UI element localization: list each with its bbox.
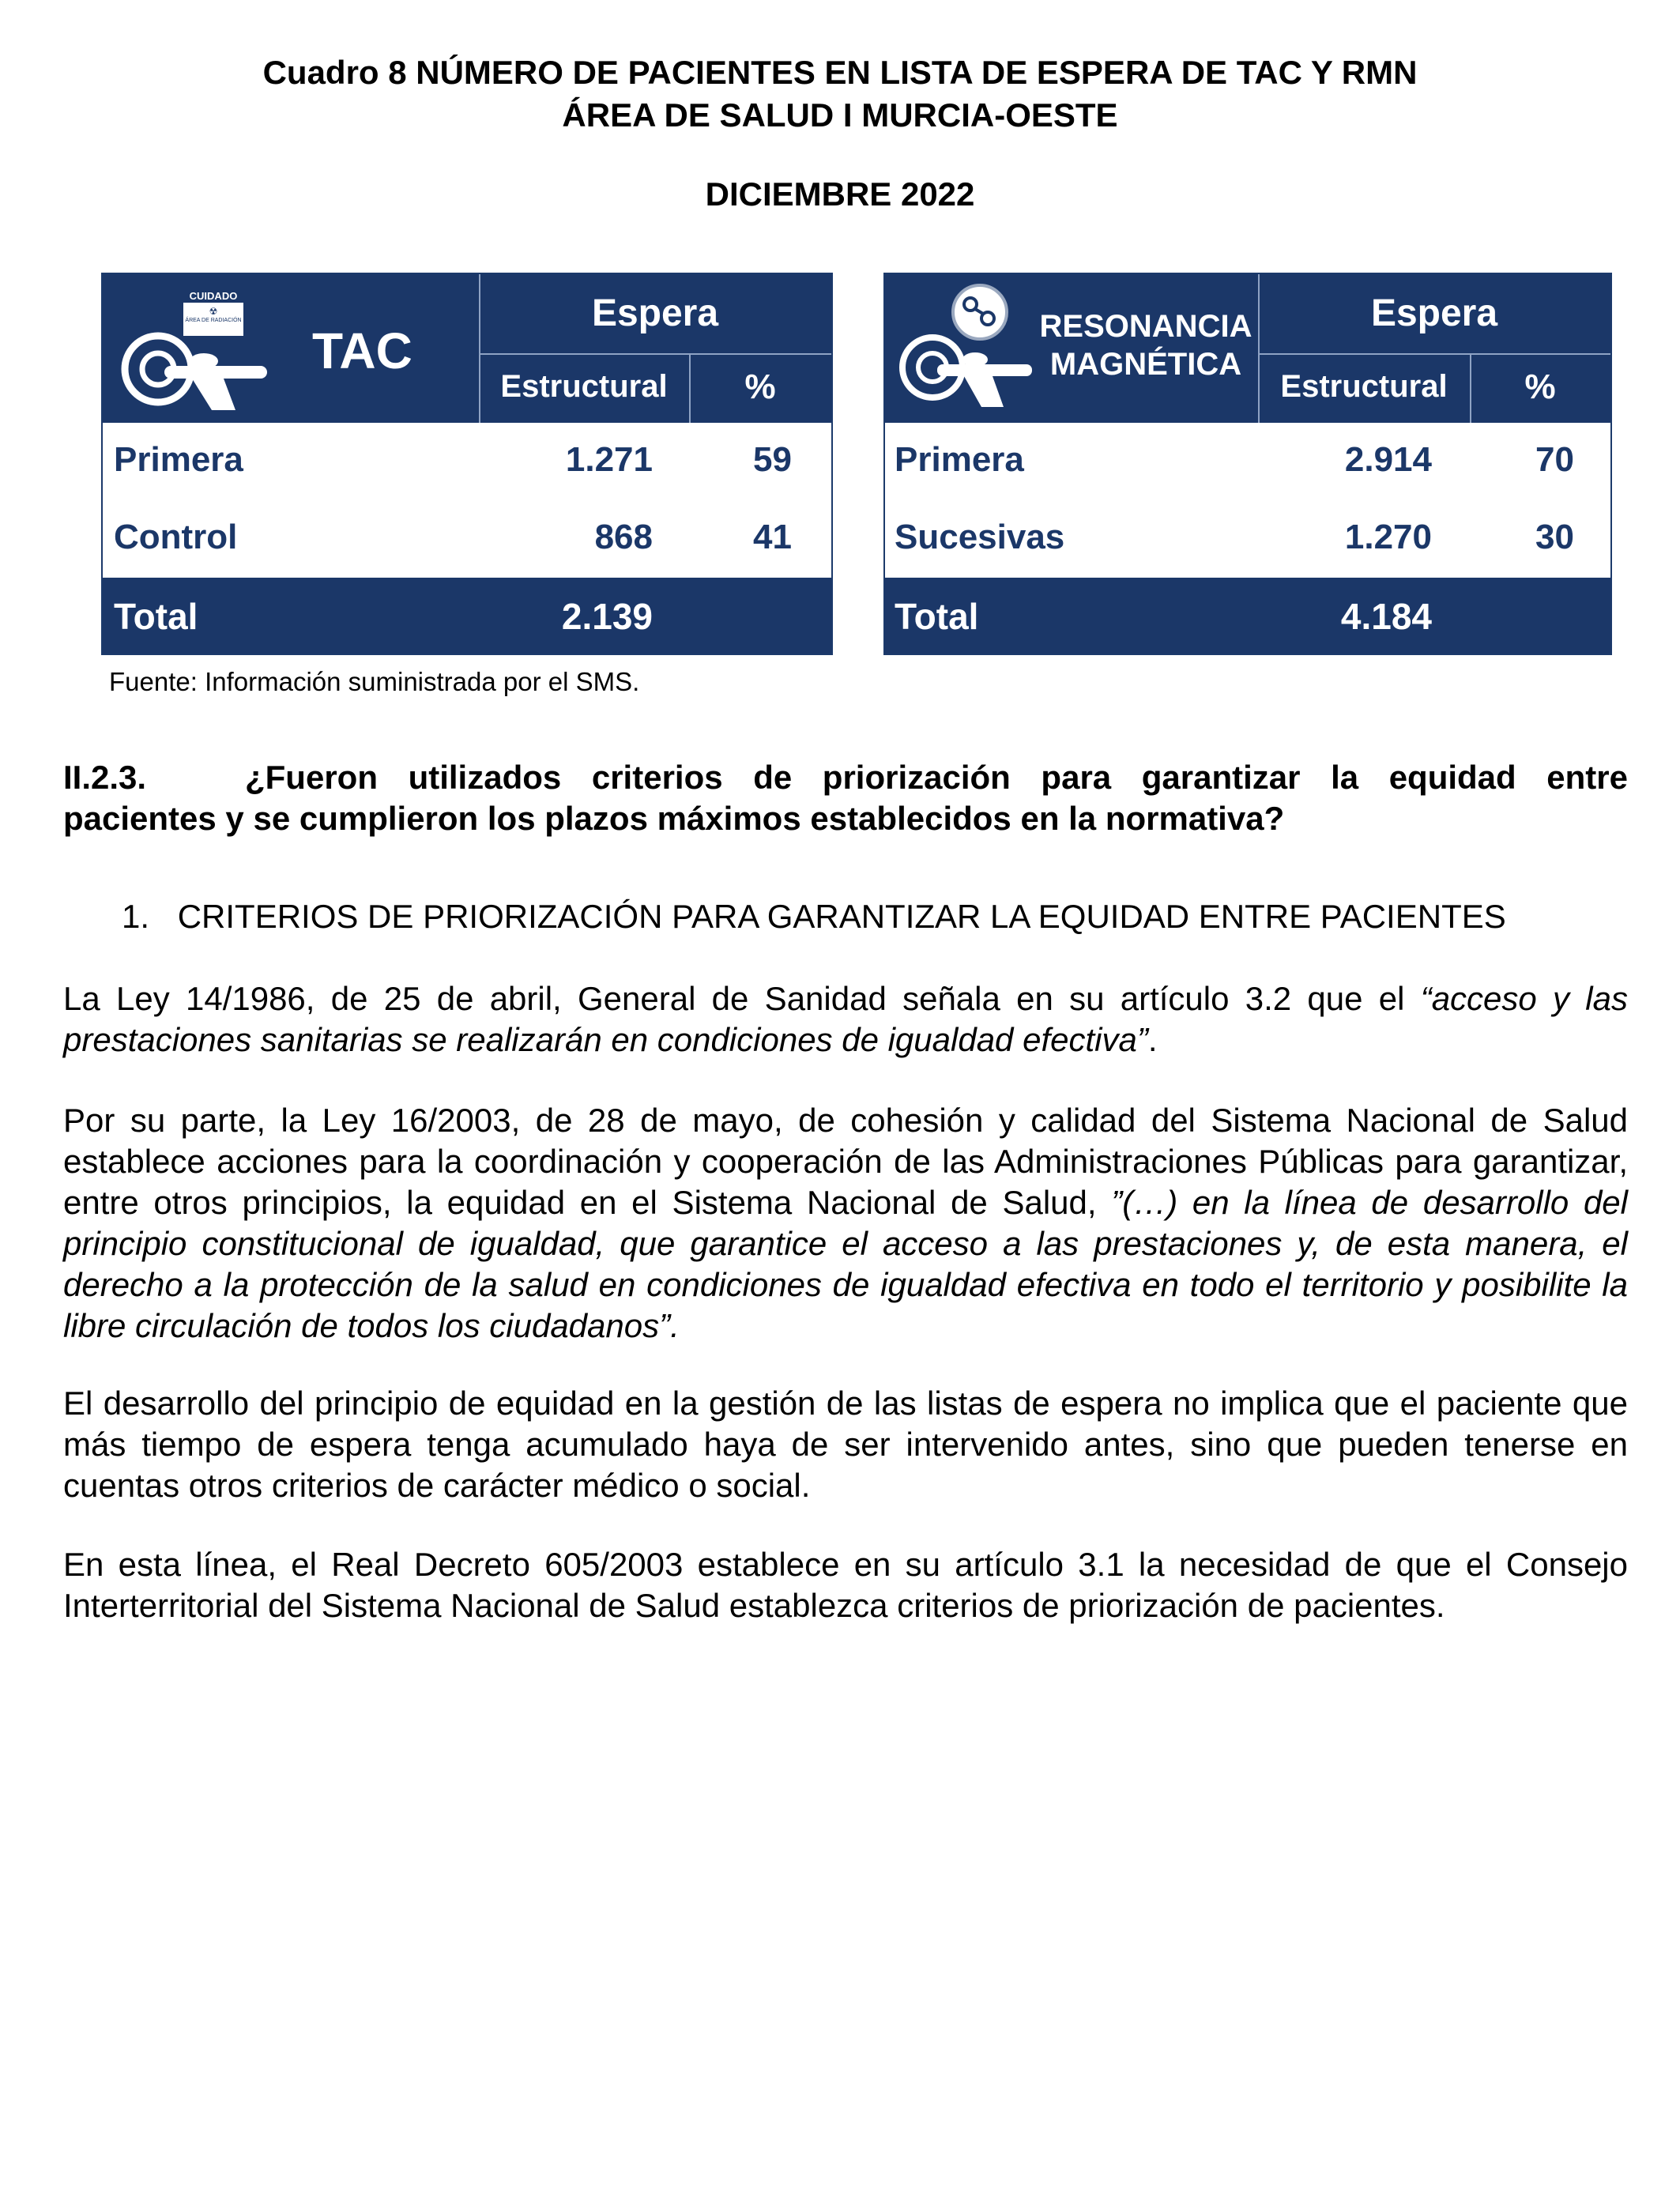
paragraph-2-text: Por su parte, la Ley 16/2003, de 28 de mayo, de cohesión y calidad del Sistema Nacional de Salud establece acciones para la coordinación y cooperación de las Administraciones Públicas para garantizar, entre otros principios, la equidad en el Sistema Nacional de Salud, [63, 1102, 1628, 1221]
list-item-number: 1. [122, 898, 150, 935]
rmn-row-pct: 30 [1535, 518, 1574, 556]
rmn-row-value: 1.270 [1344, 518, 1432, 556]
tac-total-row [103, 578, 831, 654]
rmn-total-value: 4.184 [1340, 596, 1432, 637]
rmn-row-value: 2.914 [1344, 440, 1432, 479]
rmn-title-line2: MAGNÉTICA [1049, 347, 1242, 382]
rmn-row-label: Primera [895, 440, 1024, 479]
paragraph-1-text: La Ley 14/1986, de 25 de abril, General de Sanidad señala en su artículo 3.2 que el [63, 980, 1421, 1017]
tac-title: TAC [312, 322, 412, 379]
paragraph-2-quote: ”(…) en la línea de desarrollo del principio constitucional de igualdad, que garantice el acceso a las prestaciones y, de esta manera, el derecho a la protección de la salud en condiciones de igualdad efectiva en todo el territorio y posibilite la libre circulación de todos los ciudadanos”. [63, 1184, 1628, 1344]
paragraph-1 [63, 978, 1628, 1061]
tac-total-value: 2.139 [561, 596, 653, 637]
rmn-row-label: Sucesivas [895, 518, 1065, 556]
rmn-title-line1: RESONANCIA [1039, 309, 1252, 344]
tac-table [101, 273, 833, 655]
source-note: Fuente: Información suministrada por el SMS. [109, 667, 640, 696]
tac-row-value: 868 [594, 518, 653, 556]
question-text-1: ¿Fueron utilizados criterios de priorización para garantizar la equidad entre [245, 759, 1628, 796]
section-number: II.2.3. [63, 759, 147, 796]
list-item-text: CRITERIOS DE PRIORIZACIÓN PARA GARANTIZAR LA EQUIDAD ENTRE PACIENTES [177, 898, 1506, 935]
rmn-col-estructural: Estructural [1280, 369, 1448, 404]
question-text-2: pacientes y se cumplieron los plazos máximos establecidos en la normativa? [63, 800, 1285, 837]
tac-row-value: 1.271 [565, 440, 653, 479]
list-item [122, 896, 1506, 937]
paragraph-3: El desarrollo del principio de equidad en la gestión de las listas de espera no implica que el paciente que más tiempo de espera tenga acumulado haya de ser intervenido antes, sino que pueden tenerse en cuentas otros criterios de carácter médico o social. [63, 1385, 1628, 1504]
rmn-table [883, 273, 1612, 655]
mri-scanner-icon [893, 281, 1043, 419]
rmn-col-percent: % [1524, 367, 1556, 406]
rmn-group-header: Espera [1370, 292, 1498, 334]
table-caption-line1: Cuadro 8 NÚMERO DE PACIENTES EN LISTA DE ESPERA DE TAC Y RMN [262, 54, 1418, 91]
rmn-total-label: Total [895, 596, 979, 637]
tac-row-pct: 59 [753, 440, 792, 479]
rmn-total-row [885, 578, 1610, 654]
paragraph-1-end: . [1147, 1021, 1158, 1058]
tac-row-label: Primera [114, 440, 243, 479]
caution-badge-sub: ÁREA DE RADIACIÓN [185, 318, 242, 323]
table-caption-line2: ÁREA DE SALUD I MURCIA-OESTE [562, 96, 1118, 134]
paragraph-2 [63, 1100, 1628, 1347]
section-question-line1 [63, 757, 1628, 798]
tac-header-rule [479, 353, 831, 355]
tac-row-pct: 41 [753, 518, 792, 556]
ct-scanner-icon [117, 322, 275, 416]
rmn-row-pct: 70 [1535, 440, 1574, 479]
rmn-header-rule [1258, 353, 1610, 355]
section-question [63, 757, 1628, 839]
table-caption-date: DICIEMBRE 2022 [705, 175, 975, 213]
tac-group-header: Espera [591, 292, 719, 334]
caution-badge-label: CUIDADO [183, 290, 243, 303]
radiation-icon: ☢ [209, 306, 218, 317]
paragraph-1-quote: “acceso y las prestaciones sanitarias se realizarán en condiciones de igualdad efectiva” [63, 980, 1628, 1058]
tac-row-label: Control [114, 518, 238, 556]
tac-col-percent: % [744, 367, 776, 406]
paragraph-4: En esta línea, el Real Decreto 605/2003 establece en su artículo 3.1 la necesidad de que el Consejo Interterritorial del Sistema Nacional de Salud establezca criterios de priorización de pacientes. [63, 1546, 1628, 1624]
tac-total-label: Total [114, 596, 198, 637]
tac-col-estructural: Estructural [500, 369, 668, 404]
